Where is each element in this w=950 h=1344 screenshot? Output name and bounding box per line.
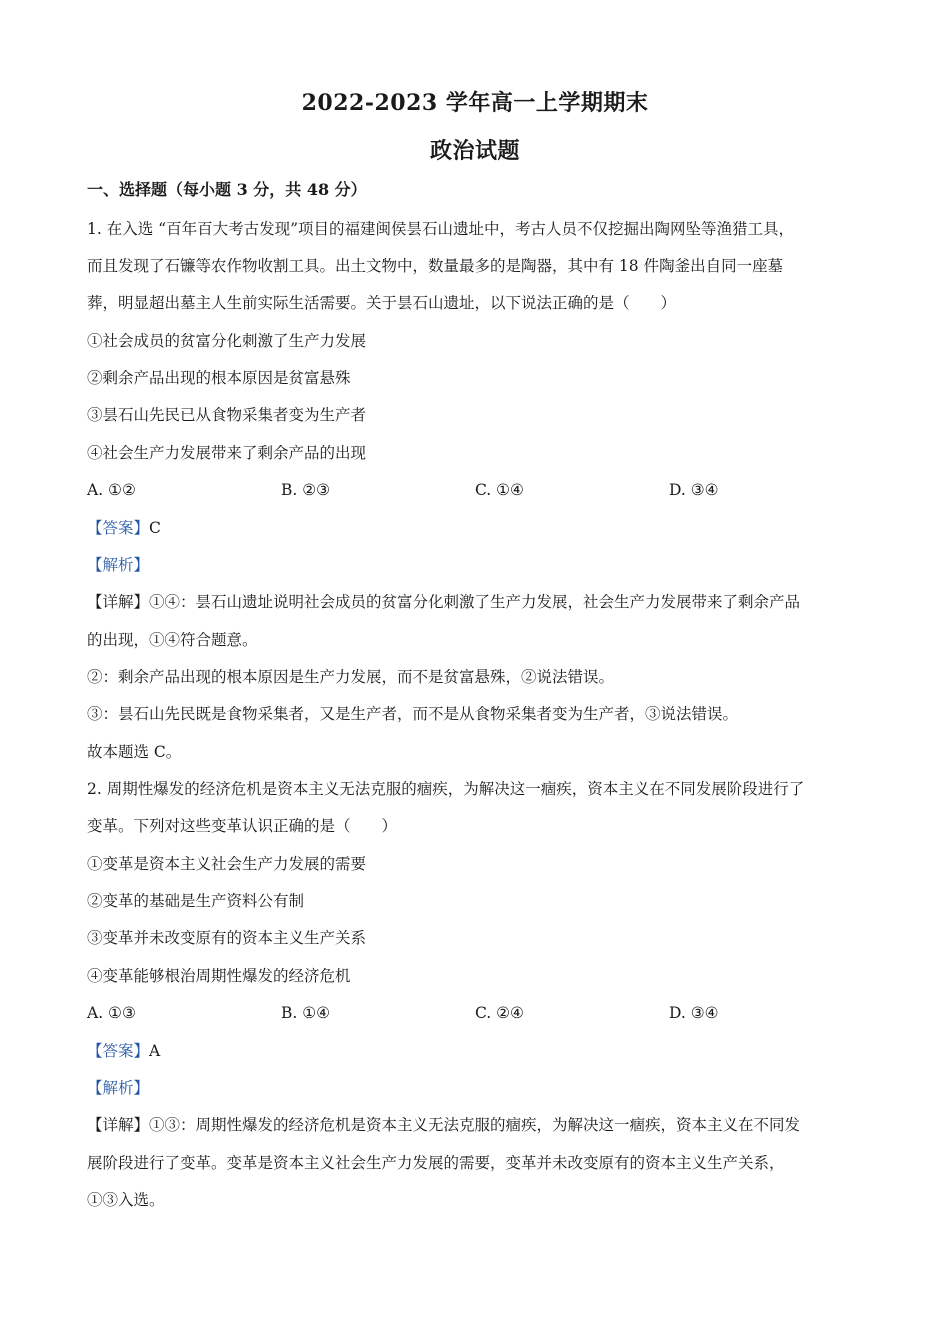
q2-stem-line2: 变革。下列对这些变革认识正确的是（ ）	[87, 817, 398, 835]
q1-item-2: ②剩余产品出现的根本原因是贫富悬殊	[87, 369, 351, 387]
q1-item-1: ①社会成员的贫富分化刺激了生产力发展	[87, 332, 367, 350]
q2-stem-line1: 2. 周期性爆发的经济危机是资本主义无法克服的痼疾，为解决这一痼疾，资本主义在不同发展阶段进行了	[87, 780, 805, 798]
detail-tag: 【详解】	[87, 593, 150, 611]
q1-stem-line1: 1. 在入选 “百年百大考古发现”项目的福建闽侯昙石山遗址中，考古人员不仅挖掘出陶网坠等渔猎工具，	[87, 220, 794, 238]
q1-detail-line3: ②：剩余产品出现的根本原因是生产力发展，而不是贫富悬殊，②说法错误。	[87, 668, 615, 686]
detail-tag: 【详解】	[87, 1116, 150, 1134]
detail-text: ①③：周期性爆发的经济危机是资本主义无法克服的痼疾，为解决这一痼疾，资本主义在不同发	[149, 1116, 801, 1134]
q1-option-b: B. ②③	[281, 481, 331, 499]
q2-item-4: ④变革能够根治周期性爆发的经济危机	[87, 967, 351, 985]
q2-option-c: C. ②④	[475, 1004, 524, 1022]
analysis-tag: 【解析】	[87, 1079, 150, 1097]
q1-analysis	[87, 555, 867, 575]
q1-detail-line1	[87, 592, 867, 612]
answer-value: C	[149, 519, 161, 537]
q2-option-d: D. ③④	[669, 1004, 719, 1022]
q2-item-1: ①变革是资本主义社会生产力发展的需要	[87, 855, 367, 873]
section-heading: 一、选择题（每小题 3 分，共 48 分）	[87, 180, 367, 199]
q2-detail-line3: ①③入选。	[87, 1191, 165, 1209]
answer-value: A	[149, 1042, 161, 1060]
detail-text: ①④：昙石山遗址说明社会成员的贫富分化刺激了生产力发展，社会生产力发展带来了剩余产品	[149, 593, 801, 611]
q1-answer	[87, 518, 867, 538]
q1-detail-line2: 的出现，①④符合题意。	[87, 631, 258, 649]
answer-tag: 【答案】	[87, 1042, 150, 1060]
answer-tag: 【答案】	[87, 519, 150, 537]
q1-detail-line4: ③：昙石山先民既是食物采集者，又是生产者，而不是从食物采集者变为生产者，③说法错误。	[87, 705, 739, 723]
q1-stem-line2: 而且发现了石镰等农作物收割工具。出土文物中，数量最多的是陶器，其中有 18 件陶釜出自同一座墓	[87, 257, 784, 275]
q1-item-3: ③昙石山先民已从食物采集者变为生产者	[87, 406, 367, 424]
q1-option-d: D. ③④	[669, 481, 719, 499]
q2-answer	[87, 1041, 867, 1061]
exam-title: 2022-2023 学年高一上学期期末	[301, 90, 649, 116]
q2-detail-line1	[87, 1115, 867, 1135]
q1-conclusion: 故本题选 C。	[87, 743, 182, 761]
q2-analysis	[87, 1078, 867, 1098]
q2-option-a: A. ①③	[87, 1004, 136, 1022]
analysis-tag: 【解析】	[87, 556, 150, 574]
q2-item-3: ③变革并未改变原有的资本主义生产关系	[87, 929, 367, 947]
q1-item-4: ④社会生产力发展带来了剩余产品的出现	[87, 444, 367, 462]
q1-option-c: C. ①④	[475, 481, 524, 499]
q2-detail-line2: 展阶段进行了变革。变革是资本主义社会生产力发展的需要，变革并未改变原有的资本主义生产关系，	[87, 1154, 785, 1172]
exam-subject: 政治试题	[429, 138, 520, 164]
q2-item-2: ②变革的基础是生产资料公有制	[87, 892, 305, 910]
q1-stem-line3: 葬，明显超出墓主人生前实际生活需要。关于昙石山遗址，以下说法正确的是（ ）	[87, 294, 677, 312]
q2-option-b: B. ①④	[281, 1004, 331, 1022]
q1-option-a: A. ①②	[87, 481, 136, 499]
